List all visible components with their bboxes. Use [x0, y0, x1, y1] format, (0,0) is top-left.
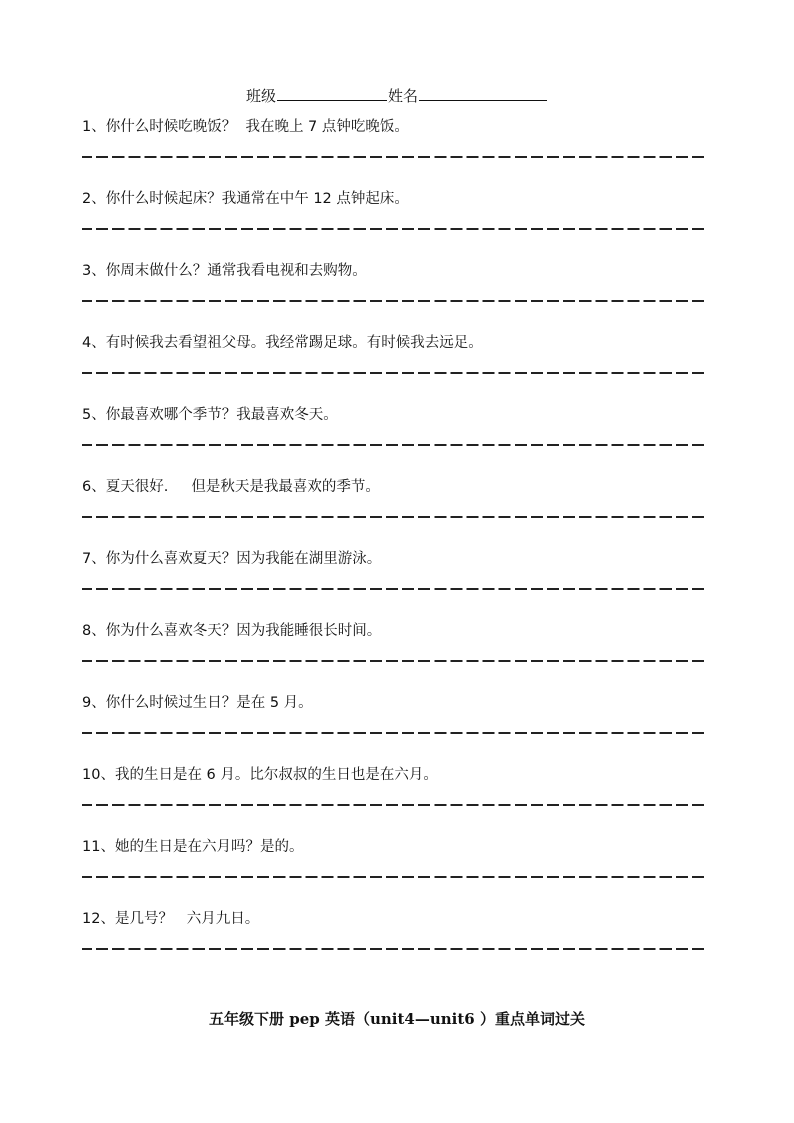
answer-line: [82, 948, 706, 950]
question-item-10: [82, 765, 706, 806]
question-text: 8、你为什么喜欢冬天？因为我能睡很长时间。: [82, 623, 382, 639]
question-text: 12、是几号？ 六月九日。: [82, 911, 260, 927]
class-label: 班级: [245, 87, 276, 105]
question-text: 2、你什么时候起床？我通常在中午 12 点钟起床。: [82, 191, 409, 207]
student-info-header: [0, 84, 794, 106]
question-text: 11、她的生日是在六月吗？是的。: [82, 839, 304, 855]
question-item-11: [82, 837, 706, 878]
name-blank: [419, 84, 547, 101]
answer-line: [82, 804, 706, 806]
answer-line: [82, 372, 706, 374]
answer-line: [82, 588, 706, 590]
class-blank: [277, 84, 387, 101]
answer-line: [82, 876, 706, 878]
question-item-4: [82, 333, 706, 374]
question-item-12: [82, 909, 706, 950]
question-text: 3、你周末做什么？通常我看电视和去购物。: [82, 263, 367, 279]
question-item-1: [82, 117, 706, 158]
question-text: 4、有时候我去看望祖父母。我经常踢足球。有时候我去远足。: [82, 335, 483, 351]
question-text: 5、你最喜欢哪个季节？我最喜欢冬天。: [82, 407, 338, 423]
question-item-9: [82, 693, 706, 734]
answer-line: [82, 660, 706, 662]
name-label: 姓名: [388, 87, 419, 105]
section-title: 五年级下册 pep 英语（unit4—unit6 ）重点单词过关: [209, 1010, 585, 1028]
question-item-7: [82, 549, 706, 590]
question-item-5: [82, 405, 706, 446]
question-item-2: [82, 189, 706, 230]
question-item-8: [82, 621, 706, 662]
question-text: 10、我的生日是在 6 月。比尔叔叔的生日也是在六月。: [82, 767, 438, 783]
question-text: 9、你什么时候过生日？是在 5 月。: [82, 695, 313, 711]
question-text: 6、夏天很好. 但是秋天是我最喜欢的季节。: [82, 479, 380, 495]
question-text: 7、你为什么喜欢夏天？因为我能在湖里游泳。: [82, 551, 382, 567]
answer-line: [82, 516, 706, 518]
answer-line: [82, 300, 706, 302]
question-text: 1、你什么时候吃晚饭？ 我在晚上 7 点钟吃晚饭。: [82, 119, 409, 135]
answer-line: [82, 228, 706, 230]
question-item-6: [82, 477, 706, 518]
question-item-3: [82, 261, 706, 302]
answer-line: [82, 444, 706, 446]
answer-line: [82, 156, 706, 158]
answer-line: [82, 732, 706, 734]
